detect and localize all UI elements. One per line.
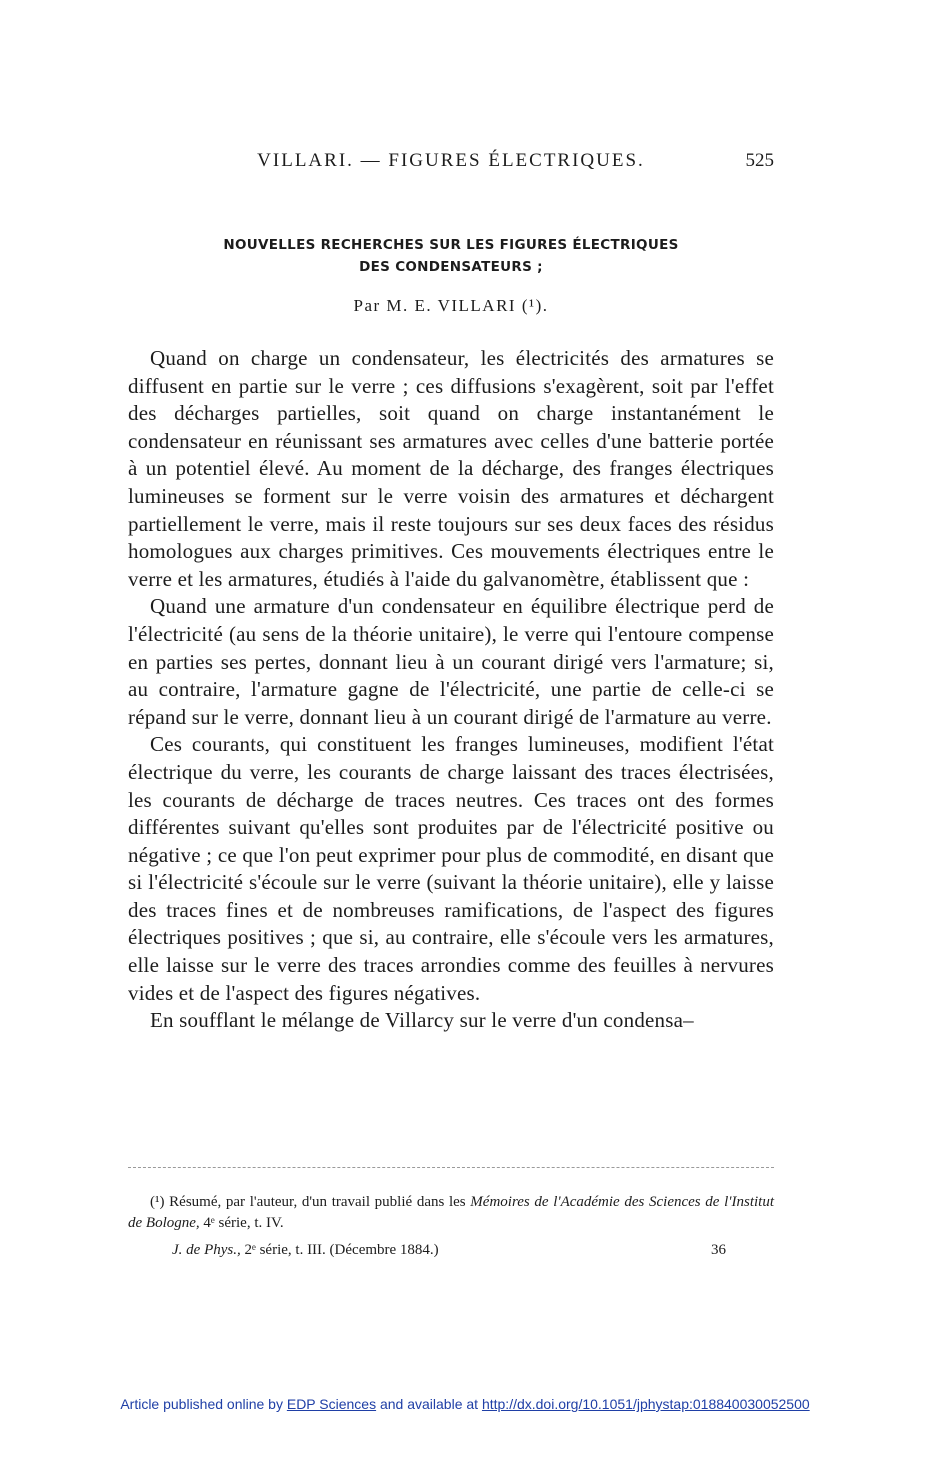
body-paragraph: Ces courants, qui constituent les franges lumineuses, modifient l'état électrique du verre, les courants de charge laissant des traces électrisées, les courants de décharge de traces neutres. Ces traces ont des formes différentes suivant qu'elles sont produites par de l'électricité positive ou négative ; ce que l'on peut exprimer pour plus de commodité, en disant que si l'électricité s'écoule sur le verre (suivant la théorie unitaire), elle y laisse des traces fines et de nombreuses ramifications, de l'aspect des figures électriques positives ; que si, au contraire, elle s'écoule vers les armatures, elle laisse sur le verre des traces arrondies comme des feuilles à nervures vides et de l'aspect des figures négatives. [128,732,774,1005]
signature-citation [172,1242,439,1258]
doi-link[interactable]: http://dx.doi.org/10.1051/jphystap:018840030052500 [481,1396,810,1412]
author-name: E. VILLARI [414,296,517,315]
body-paragraph: Quand une armature d'un condensateur en équilibre électrique perd de l'électricité (au sens de la théorie unitaire), le verre qui l'entoure compense en parties ses pertes, donnant lieu à un courant dirigé vers l'armature; si, au contraire, l'armature gagne de l'électricité, une partie de celle-ci se répand sur le verre, donnant lieu à un courant dirigé de l'armature au verre. [128,594,774,729]
article-body [128,345,774,1035]
publisher-middle: and available at [379,1396,479,1412]
footnote-text-before: Résumé, par l'auteur, d'un travail publié dans les [169,1194,466,1210]
running-head [128,150,774,174]
article-title [128,234,774,278]
signature-journal: J. de Phys., [172,1242,241,1258]
publisher-link[interactable]: EDP Sciences [286,1396,377,1412]
article-title-line-2: DES CONDENSATEURS ; [359,259,543,275]
footnote-marker: (¹) [150,1194,165,1210]
publisher-prefix: Article published online by [120,1396,283,1412]
footnote [128,1192,774,1234]
running-title: VILLARI. — FIGURES ÉLECTRIQUES. [257,150,645,171]
footnote-text-after: 4ᵉ série, t. IV. [203,1215,284,1231]
signature-line [172,1240,726,1260]
publisher-bar [0,1396,930,1412]
page-number: 525 [745,150,774,171]
author-line [128,296,774,316]
author-prefix: Par M. [353,296,409,315]
body-paragraph: En soufflant le mélange de Villarcy sur le verre d'un condensa– [150,1008,694,1033]
body-paragraph: Quand on charge un condensateur, les électricités des armatures se diffusent en partie sur le verre ; ces diffusions s'exagèrent, soit par l'effet des décharges partielles, soit quand on charge instantanément le condensateur en réunissant ses armatures avec celles d'une batterie portée à un potentiel élevé. Au moment de la décharge, des franges électriques lumineuses se forment sur le verre voisin des armatures et déchargent partiellement le verre, mais il reste toujours sur ses deux faces des résidus homologues aux charges primitives. Ces mouvements électriques entre le verre et les armatures, étudiés à l'aide du galvanomètre, établissent que : [128,346,774,591]
signature-details: 2ᵉ série, t. III. (Décembre 1884.) [244,1242,439,1258]
footnote-separator [128,1167,774,1168]
signature-sheet-number: 36 [711,1242,726,1258]
author-footnote-ref: (¹). [521,296,549,315]
article-title-line-1: NOUVELLES RECHERCHES SUR LES FIGURES ÉLECTRIQUES [223,237,679,253]
footnote-journal: Mémoires de l'Académie des Sciences de l'Institut de Bologne, [128,1194,774,1231]
